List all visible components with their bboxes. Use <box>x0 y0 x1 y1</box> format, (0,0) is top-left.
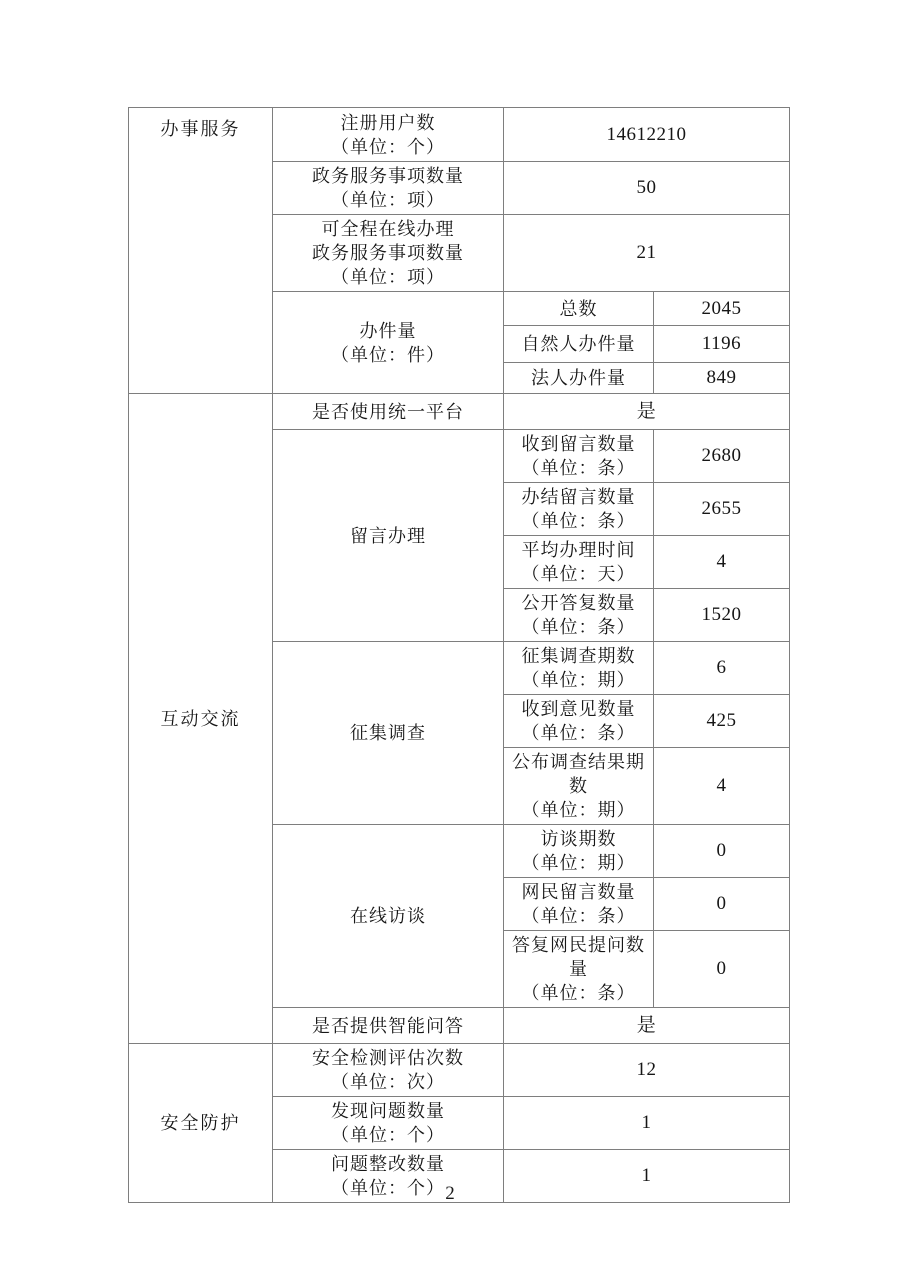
value-cell: 4 <box>654 748 790 825</box>
sublabel-cell: 自然人办件量 <box>504 326 654 363</box>
sublabel-cell <box>504 589 654 642</box>
item-label: 公开答复数量 <box>521 593 636 613</box>
item-unit: （单位：个） <box>331 1125 445 1145</box>
item-label: 政务服务事项数量 <box>312 166 464 186</box>
item-unit: （单位：项） <box>331 267 445 287</box>
label-cell: 是否提供智能问答 <box>273 1008 504 1044</box>
value-cell: 2680 <box>654 430 790 483</box>
sublabel-cell <box>504 483 654 536</box>
value-cell: 21 <box>504 215 790 292</box>
page-number: 2 <box>445 1183 455 1204</box>
value-cell: 0 <box>654 931 790 1008</box>
item-label: 征集调查期数 <box>521 646 636 666</box>
item-unit: （单位：个） <box>331 136 445 157</box>
value-cell: 849 <box>654 363 790 394</box>
table-row <box>129 108 790 162</box>
page-footer <box>0 1183 900 1205</box>
item-label: 网民留言数量 <box>521 882 636 902</box>
value-cell: 1196 <box>654 326 790 363</box>
value-cell: 12 <box>504 1044 790 1097</box>
sublabel-cell <box>504 695 654 748</box>
value-cell: 4 <box>654 536 790 589</box>
value-cell: 是 <box>504 1008 790 1044</box>
item-label: 公布调查结果期数 <box>512 752 645 796</box>
item-unit: （单位：天） <box>521 564 636 584</box>
value-cell: 是 <box>504 394 790 430</box>
item-unit: （单位：个） <box>331 1178 445 1198</box>
sublabel-cell: 总数 <box>504 292 654 326</box>
item-unit: （单位：项） <box>331 190 445 210</box>
sublabel-cell <box>504 931 654 1008</box>
value-cell: 2045 <box>654 292 790 326</box>
item-label: 问题整改数量 <box>331 1154 445 1174</box>
sublabel-cell <box>504 536 654 589</box>
value-cell: 0 <box>654 878 790 931</box>
group-cell-liuyanbanli: 留言办理 <box>273 430 504 642</box>
group-cell-banjianliang <box>273 292 504 394</box>
label-cell <box>273 1097 504 1150</box>
item-unit: （单位：次） <box>331 1072 445 1092</box>
item-label: 平均办理时间 <box>521 540 636 560</box>
sublabel-cell <box>504 642 654 695</box>
value-cell: 1 <box>504 1097 790 1150</box>
category-cell-interaction: 互动交流 <box>129 394 273 1044</box>
item-unit: （单位：条） <box>521 617 636 637</box>
label-cell <box>273 215 504 292</box>
category-cell-service: 办事服务 <box>129 108 273 394</box>
item-label: 注册用户数 <box>340 112 436 133</box>
label-cell <box>273 162 504 215</box>
label-cell <box>273 1044 504 1097</box>
item-label: 访谈期数 <box>540 829 617 849</box>
value-cell: 425 <box>654 695 790 748</box>
sublabel-cell: 法人办件量 <box>504 363 654 394</box>
label-cell <box>273 108 504 162</box>
item-label: 办结留言数量 <box>521 487 636 507</box>
sublabel-cell <box>504 430 654 483</box>
value-cell: 1 <box>504 1150 790 1203</box>
group-unit: （单位：件） <box>331 344 445 365</box>
item-unit: （单位：期） <box>521 800 636 820</box>
group-cell-zaixianfangtan: 在线访谈 <box>273 825 504 1008</box>
table-row <box>129 1044 790 1097</box>
item-label: 收到留言数量 <box>521 434 636 454</box>
sublabel-cell <box>504 825 654 878</box>
value-cell: 14612210 <box>504 108 790 162</box>
item-unit: （单位：条） <box>521 723 636 743</box>
item-label: 答复网民提问数量 <box>512 935 645 979</box>
report-table <box>128 107 790 1203</box>
item-label-line2: 政务服务事项数量 <box>312 243 464 263</box>
sublabel-cell <box>504 748 654 825</box>
item-label: 发现问题数量 <box>331 1101 445 1121</box>
item-unit: （单位：期） <box>521 670 636 690</box>
value-cell: 2655 <box>654 483 790 536</box>
value-cell: 1520 <box>654 589 790 642</box>
value-cell: 6 <box>654 642 790 695</box>
group-cell-zhengjidiaocha: 征集调查 <box>273 642 504 825</box>
value-cell: 50 <box>504 162 790 215</box>
item-label: 安全检测评估次数 <box>312 1048 464 1068</box>
item-unit: （单位：期） <box>521 853 636 873</box>
item-unit: （单位：条） <box>521 906 636 926</box>
item-unit: （单位：条） <box>521 983 636 1003</box>
value-cell: 0 <box>654 825 790 878</box>
item-label: 收到意见数量 <box>521 699 636 719</box>
table-row <box>129 394 790 430</box>
item-label: 可全程在线办理 <box>321 219 455 239</box>
item-unit: （单位：条） <box>521 458 636 478</box>
sublabel-cell <box>504 878 654 931</box>
label-cell: 是否使用统一平台 <box>273 394 504 430</box>
item-unit: （单位：条） <box>521 511 636 531</box>
group-label: 办件量 <box>359 320 417 341</box>
category-cell-security: 安全防护 <box>129 1044 273 1203</box>
